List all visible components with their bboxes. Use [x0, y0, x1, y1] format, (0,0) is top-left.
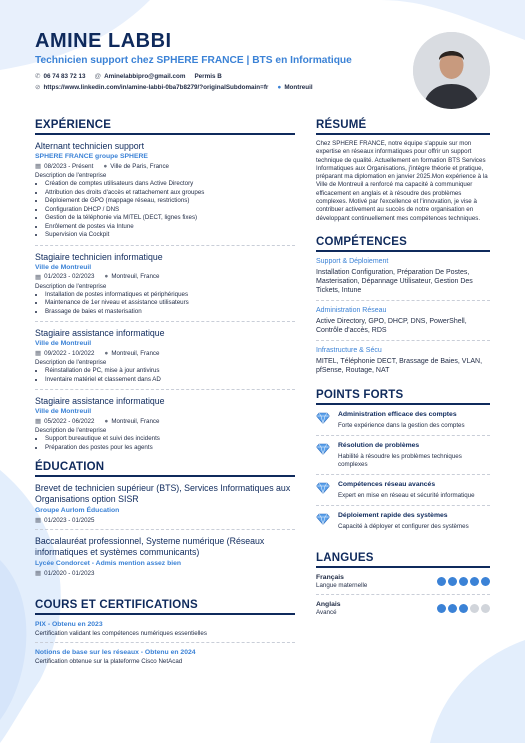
skills-list — [316, 258, 490, 375]
email-text[interactable]: Aminelabbipro@gmail.com — [104, 72, 186, 80]
job-dates-text: 01/2023 - 02/2023 — [44, 273, 95, 280]
strength-title: Résolution de problèmes — [338, 441, 420, 449]
strength-row — [316, 442, 490, 469]
job-title: Stagiaire assistance informatique — [35, 396, 165, 406]
strength-description: Expert en mise en réseau et sécurité informatique — [338, 491, 475, 499]
job-place — [104, 350, 159, 357]
job-dates — [35, 349, 94, 357]
calendar-icon: ▦ — [35, 517, 42, 524]
education-item — [35, 483, 295, 530]
calendar-icon: ▦ — [35, 418, 42, 425]
experience-heading: EXPÉRIENCE — [35, 119, 295, 135]
language-name: Français — [316, 573, 344, 581]
job-bullet: • Enrôlement de postes via Intune — [45, 223, 295, 232]
strength-row — [316, 512, 490, 531]
diamond-icon — [316, 411, 330, 430]
job-bullets — [35, 180, 295, 240]
job-dates-text: 09/2022 - 10/2022 — [44, 349, 95, 357]
certification-name: PIX - Obtenu en 2023 — [35, 621, 103, 628]
skill-list: Active Directory, GPO, DHCP, DNS, PowerShell, Contrôle d'accès, RDS — [316, 317, 467, 334]
job-bullet: • Préparation des postes pour les agents — [45, 444, 295, 453]
location-text: Montreuil — [284, 83, 313, 91]
skill-list: MITEL, Téléphonie DECT, Brassage de Baies, VLAN, pfSense, Routage, NAT — [316, 357, 483, 374]
language-item — [316, 574, 490, 595]
certification-name: Notions de base sur les réseaux - Obtenu en 2024 — [35, 649, 196, 656]
email-item[interactable] — [94, 73, 185, 80]
language-text — [316, 601, 341, 616]
skill-group — [316, 258, 490, 301]
phone-item — [35, 72, 85, 80]
license-text: Permis B — [194, 72, 222, 80]
company-name: Ville de Montreuil — [35, 263, 92, 271]
diamond-icon — [316, 481, 330, 500]
job-bullet: • Attribution des droits d'accès et rattachement aux groupes — [45, 189, 295, 198]
job-bullets — [35, 291, 295, 317]
strength-title: Compétences réseau avancés — [338, 480, 436, 488]
skill-category: Infrastructure & Sécu — [316, 346, 382, 354]
company-name: SPHERE FRANCE groupe SPHERE — [35, 153, 148, 160]
language-item — [316, 601, 490, 616]
job-place — [103, 163, 169, 170]
summary-text: Chez SPHERE FRANCE, notre équipe s'appuie sur mon expertise en réseaux informatiques pour offrir un support technique de qualité. Actuellement en formation BTS Services Informatiques aux Organisations, j'intègre théorie et pratique, préparant ma diplomation en janvier 2025.Mon expérience à la Ville de Montreuil a renforcé ma capacité à communiquer efficacement en anglais et à résoudre des problèmes complexes. Motivé par l'excellence et l'innovation, je vise à contribuer activement au succès de notre organisation en développant continuellement mes compétences techniques. — [316, 140, 488, 222]
skill-category: Support & Déploiement — [316, 257, 389, 265]
job-place — [104, 273, 159, 280]
skill-list: Installation Configuration, Préparation De Postes, Masterisation, Dépannage Utilisateur, Gestion Des Tickets, Intune — [316, 268, 473, 294]
job-title: Stagiaire assistance informatique — [35, 328, 165, 338]
divider — [35, 642, 295, 643]
calendar-icon: ▦ — [35, 163, 42, 170]
contact-row-2 — [35, 83, 322, 91]
avatar-icon — [413, 32, 490, 109]
language-rating — [435, 577, 490, 586]
degree-title: Baccalauréat professionnel, Systeme numérique (Réseaux informatiques et systèmes communicants) — [35, 536, 265, 557]
strength-item — [316, 481, 490, 506]
job-bullet: • Maintenance de 1er niveau et assistance utilisateurs — [45, 299, 295, 308]
school-name: Groupe Aurlom Éducation — [35, 507, 120, 514]
certification-item — [35, 621, 295, 643]
strength-row — [316, 411, 490, 430]
certifications-heading: COURS ET CERTIFICATIONS — [35, 599, 295, 615]
company-name: Ville de Montreuil — [35, 408, 92, 415]
certification-description: Certification obtenue sur la plateforme Cisco NetAcad — [35, 658, 183, 665]
license-item — [194, 73, 221, 80]
calendar-icon: ▦ — [35, 570, 42, 577]
degree-title: Brevet de technicien supérieur (BTS), Services Informatiques aux Organisations option SISR — [35, 483, 291, 504]
skill-group — [316, 307, 490, 341]
rating-dot — [481, 604, 490, 613]
divider — [316, 300, 490, 301]
language-row — [316, 574, 490, 589]
experience-item — [35, 396, 295, 452]
certification-item — [35, 649, 295, 665]
strength-description: Forte expérience dans la gestion des comptes — [338, 421, 465, 429]
divider — [35, 245, 295, 246]
job-bullet: • Configuration DHCP / DNS — [45, 206, 295, 215]
job-title: Alternant technicien support — [35, 141, 145, 151]
strength-item — [316, 411, 490, 436]
calendar-icon: ▦ — [35, 273, 42, 281]
certifications-list — [35, 621, 295, 665]
rating-dot — [437, 604, 446, 613]
skill-group — [316, 347, 490, 375]
job-bullet: • Supervision via Cockpit — [45, 231, 295, 240]
linkedin-text[interactable]: https://www.linkedin.com/in/amine-labbi-0ba7b8279/?originalSubdomain=fr — [43, 83, 269, 91]
strength-text — [338, 411, 465, 430]
job-dates — [35, 162, 93, 170]
job-bullet: • Brassage de baies et masterisation — [45, 308, 295, 317]
job-place-text: Ville de Paris, France — [110, 162, 169, 170]
job-bullet: • Gestion de la téléphonie via MITEL (DECT, lignes fixes) — [45, 214, 295, 223]
location-pin-icon: ● — [103, 162, 108, 170]
education-dates-text: 01/2023 - 01/2025 — [44, 516, 95, 524]
company-description: Description de l'entreprise — [35, 172, 107, 179]
job-bullet: • Support bureautique et suivi des incidents — [45, 435, 295, 444]
diamond-icon — [316, 512, 330, 531]
calendar-icon: ▦ — [35, 350, 42, 357]
job-meta — [35, 162, 295, 170]
language-level: Avancé — [316, 608, 337, 616]
languages-list — [316, 574, 490, 616]
job-bullet: • Inventaire matériel et classement dans AD — [45, 376, 295, 385]
education-dates-text: 01/2020 - 01/2023 — [44, 569, 95, 577]
strengths-list — [316, 411, 490, 531]
experience-item — [35, 141, 295, 246]
location-pin-icon: ● — [104, 273, 109, 280]
education-list — [35, 483, 295, 577]
divider — [316, 474, 490, 475]
right-column — [316, 119, 490, 616]
job-dates-text: 05/2022 - 06/2022 — [44, 417, 95, 425]
job-dates — [35, 273, 94, 281]
rating-dot — [437, 577, 446, 586]
contact-row-1 — [35, 72, 231, 80]
strength-description: Capacité à déployer et configurer des systèmes — [338, 522, 469, 530]
strength-text — [338, 481, 475, 500]
rating-dot — [448, 604, 457, 613]
location-pin-icon: ● — [104, 417, 109, 425]
certification-description: Certification validant les compétences numériques essentielles — [35, 630, 207, 637]
divider — [316, 340, 490, 341]
headline: Technicien support chez SPHERE FRANCE | BTS en Informatique — [35, 55, 352, 66]
job-meta — [35, 417, 295, 425]
rating-dot — [470, 577, 479, 586]
skills-heading: COMPÉTENCES — [316, 236, 490, 252]
school-name: Lycée Condorcet - Admis mention assez bien — [35, 560, 182, 567]
skill-category: Administration Réseau — [316, 306, 387, 314]
job-bullet: • Création de comptes utilisateurs dans Active Directory — [45, 180, 295, 189]
strength-title: Déploiement rapide des systèmes — [338, 511, 448, 519]
strength-row — [316, 481, 490, 500]
divider — [316, 594, 490, 595]
location-item — [277, 84, 312, 91]
linkedin-item[interactable] — [35, 83, 268, 91]
language-name: Anglais — [316, 600, 341, 608]
phone-text: 06 74 83 72 13 — [43, 72, 86, 80]
divider — [316, 505, 490, 506]
left-column — [35, 119, 295, 665]
divider — [316, 435, 490, 436]
education-dates — [35, 569, 94, 577]
rating-dot — [459, 577, 468, 586]
education-meta — [35, 516, 295, 524]
experience-list — [35, 141, 295, 452]
education-meta — [35, 569, 295, 577]
divider — [35, 529, 295, 530]
summary-heading: RÉSUMÉ — [316, 119, 490, 135]
language-text — [316, 574, 367, 589]
language-rating — [435, 604, 490, 613]
profile-photo — [413, 32, 490, 109]
education-dates — [35, 516, 94, 524]
job-place-text: Montreuil, France — [111, 349, 160, 357]
divider — [35, 389, 295, 390]
location-pin-icon: ● — [277, 83, 282, 91]
job-place — [104, 418, 159, 425]
education-item — [35, 536, 295, 577]
location-pin-icon: ● — [104, 349, 109, 357]
link-icon: ⊘ — [35, 84, 41, 91]
company-description: Description de l'entreprise — [35, 427, 107, 434]
strength-item — [316, 442, 490, 475]
job-meta — [35, 273, 295, 281]
languages-heading: LANGUES — [316, 552, 490, 568]
job-dates-text: 08/2023 - Présent — [44, 162, 94, 170]
job-place-text: Montreuil, France — [111, 273, 160, 280]
job-title: Stagiaire technicien informatique — [35, 251, 163, 262]
rating-dot — [459, 604, 468, 613]
rating-dot — [481, 577, 490, 586]
company-name: Ville de Montreuil — [35, 340, 92, 347]
company-description: Description de l'entreprise — [35, 282, 107, 290]
phone-icon: ✆ — [35, 73, 41, 80]
language-level: Langue maternelle — [316, 581, 368, 589]
job-place-text: Montreuil, France — [111, 417, 160, 425]
candidate-name: AMINE LABBI — [35, 30, 172, 52]
experience-item — [35, 328, 295, 390]
at-icon: @ — [94, 72, 102, 80]
strength-item — [316, 512, 490, 531]
divider — [35, 321, 295, 322]
job-bullet: • Installation de postes informatiques et périphériques — [45, 291, 295, 300]
company-description: Description de l'entreprise — [35, 359, 107, 366]
job-bullets — [35, 435, 295, 452]
language-row — [316, 601, 490, 616]
diamond-icon — [316, 442, 330, 469]
strength-text — [338, 512, 469, 531]
strength-text — [338, 442, 490, 469]
job-bullets — [35, 367, 295, 384]
education-heading: ÉDUCATION — [35, 461, 295, 477]
rating-dot — [470, 604, 479, 613]
experience-item — [35, 252, 295, 323]
job-dates — [35, 417, 94, 425]
strength-title: Administration efficace des comptes — [338, 410, 457, 418]
rating-dot — [448, 577, 457, 586]
strength-description: Habilité à résoudre les problèmes techniques complexes — [338, 452, 462, 468]
job-meta — [35, 349, 295, 357]
job-bullet: • Déploiement de GPO (mappage réseau, restrictions) — [45, 197, 295, 206]
strengths-heading: POINTS FORTS — [316, 389, 490, 405]
job-bullet: • Réinstallation de PC, mise à jour antivirus — [45, 367, 295, 376]
